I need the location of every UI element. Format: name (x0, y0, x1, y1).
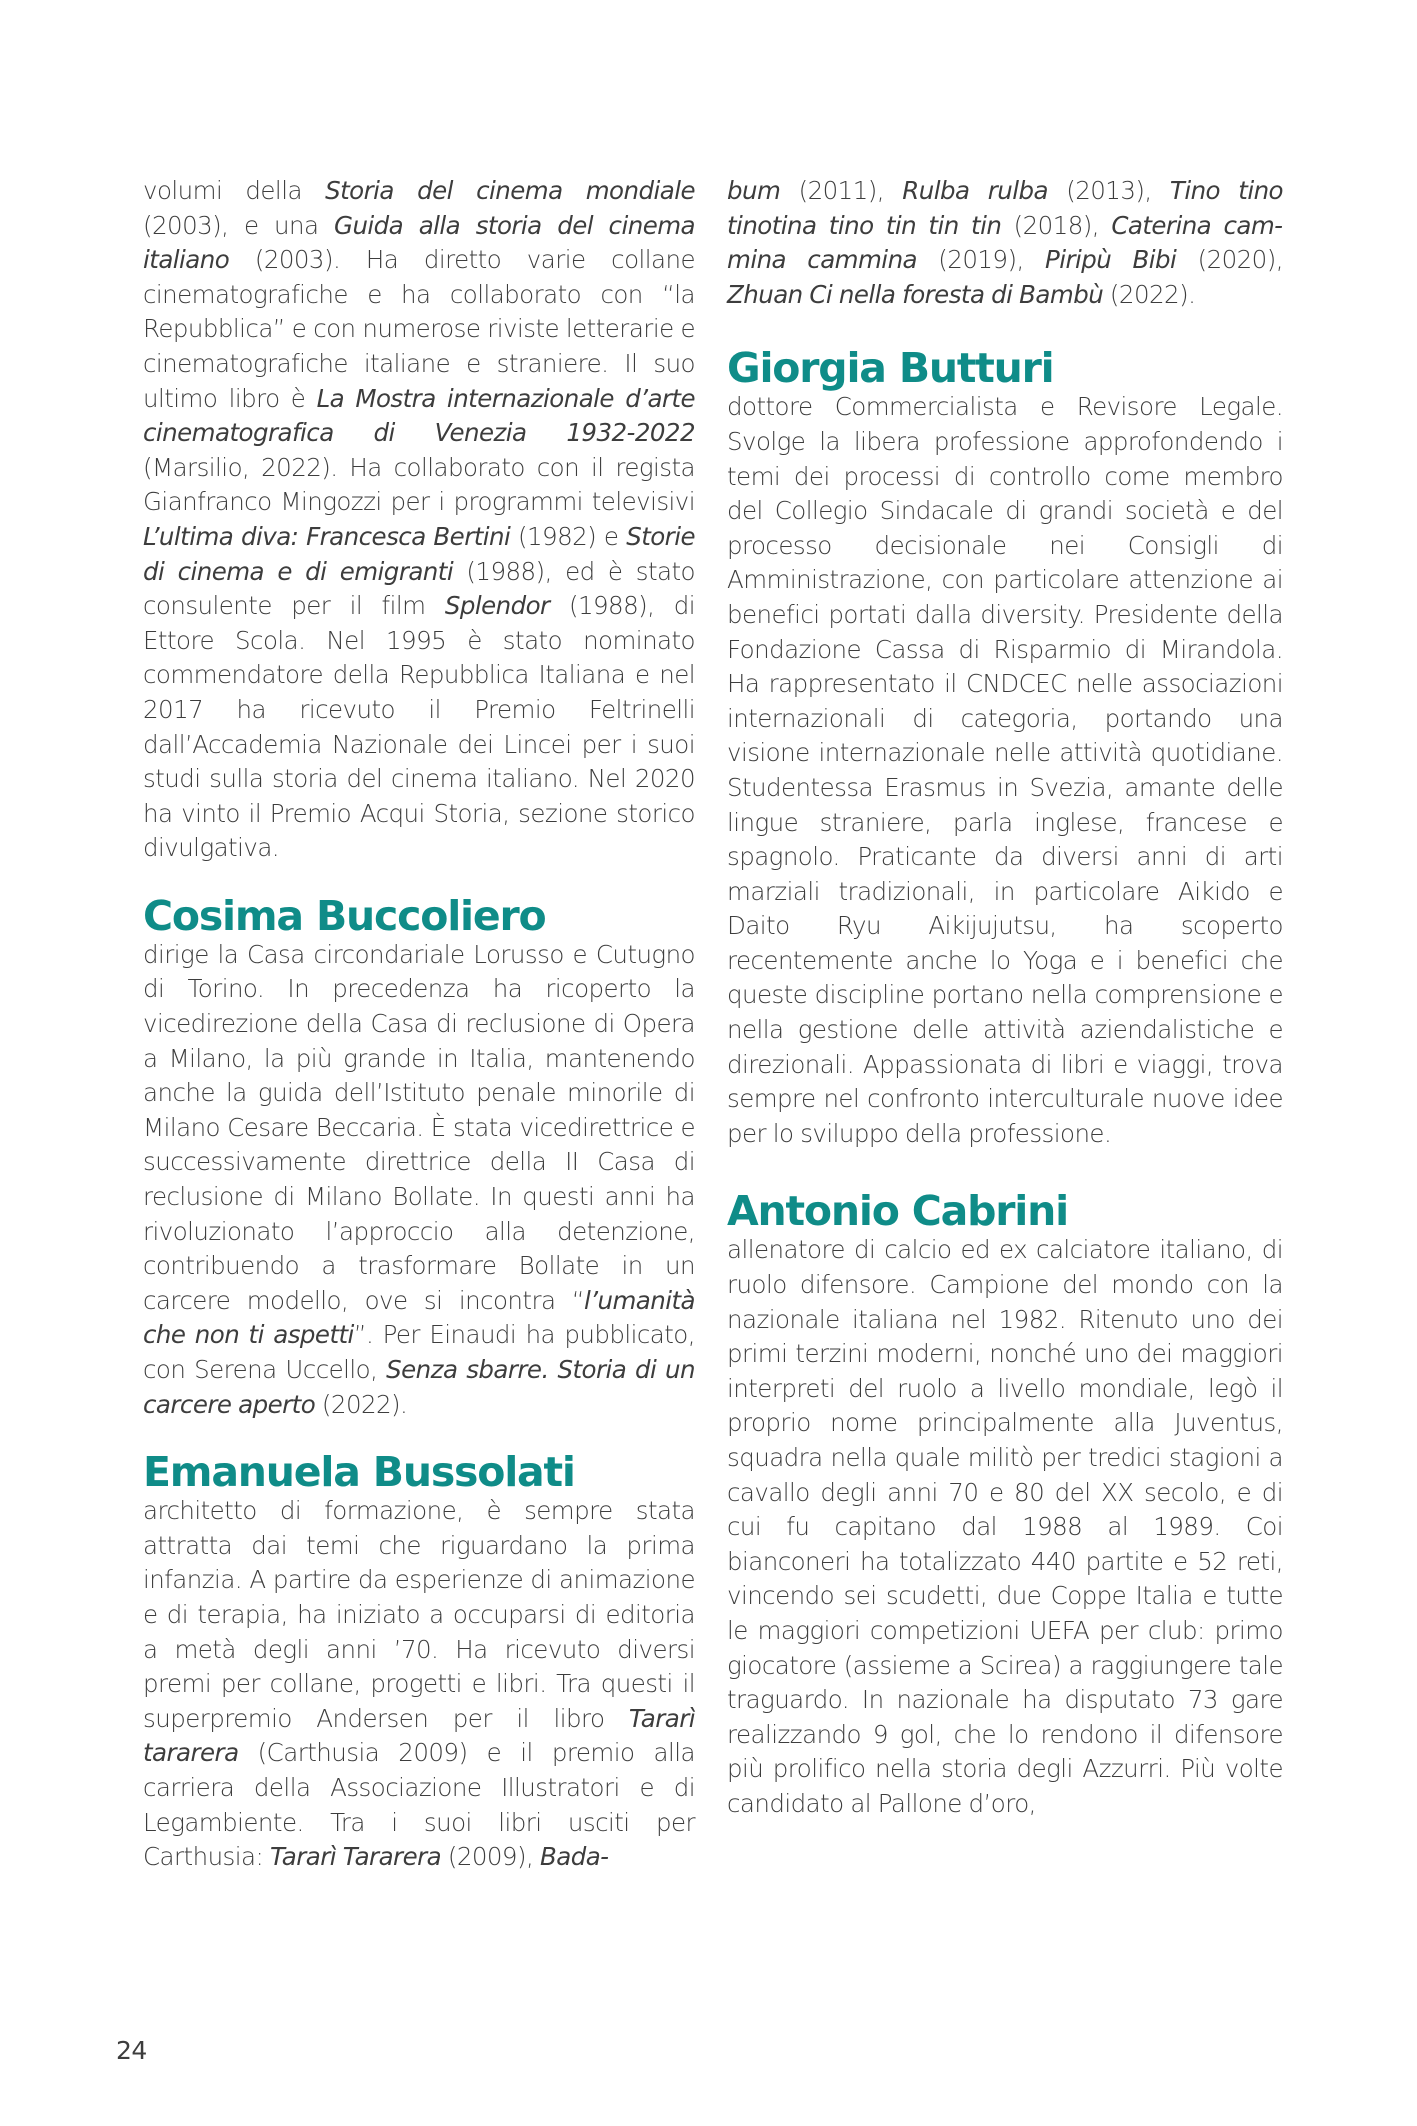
continuation-paragraph: volumi della Storia del cinema mondiale (2003), e una Guida alla storia del cinema italiano (2003). Ha diretto varie collane cinematografiche e ha collaborato con “la Repubblica” e con numerose riviste letterarie e cinematografiche italiane e straniere. Il suo ultimo libro è La Mostra internazionale d’arte cinematografica di Venezia 1932-2022 (Marsilio, 2022). Ha collaborato con il regista Gianfranco Mingozzi per i programmi televisivi L’ultima diva: Francesca Bertini (1982) e Storie di cinema e di emigranti (1988), ed è stato consulente per il film Splendor (1988), di Ettore Scola. Nel 1995 è stato nominato commendatore della Repubblica Italiana e nel 2017 ha ricevuto il Premio Feltrinelli dall’Accademia Nazionale dei Lincei per i suoi studi sulla storia del cinema italiano. Nel 2020 ha vinto il Premio Acqui Storia, sezione storico divulgativa. (143, 176, 696, 863)
bio-entry-giorgia-butturi (727, 346, 1283, 1151)
italic-title: Caterina cammina cammina (727, 210, 1283, 275)
bio-text: allenatore di calcio ed ex calciatore italiano, di ruolo difensore. Campione del mondo con la nazionale italiana nel 1982. Ritenuto uno dei primi terzini moderni, nonché uno dei maggiori interpreti del ruolo a livello mondiale, legò il proprio nome principalmente alla Juventus, squadra nella quale militò per tredici stagioni a cavallo degli anni 70 e 80 del XX secolo, e di cui fu capitano dal 1988 al 1989. Coi bianconeri ha totalizzato 440 partite e 52 reti, vincendo sei scudetti, due Coppe Italia e tutte le maggiori competizioni UEFA per club: primo giocatore (assieme a Scirea) a raggiungere tale traguardo. In nazionale ha disputato 73 gare realizzando 9 gol, che lo rendono il difensore più prolifico nella storia degli Azzurri. Più volte candidato al Pallone d’oro, (727, 1235, 1283, 1818)
italic-title: Bada- (539, 1842, 609, 1872)
italic-title: l’umanità che non ti aspetti (143, 1285, 695, 1350)
italic-title: Storia del cinema mondiale (325, 176, 695, 205)
continuation-paragraph: bum (2011), Rulba rulba (2013), Tino tino tinotina tino tin tin tin (2018), Caterina cammina cammina (2019), Piripù Bibi (2020), Zhuan Ci nella foresta di Bambù (2022). (727, 176, 1284, 309)
page-number: 24 (116, 2036, 147, 2065)
left-column (143, 174, 695, 1875)
italic-title: Splendor (444, 591, 550, 621)
italic-title: Guida alla storia del cinema italiano (143, 210, 695, 275)
bio-name-heading: Cosima Buccoliero (143, 891, 546, 940)
italic-title: Tararì tararera (143, 1703, 695, 1768)
italic-title: Tararì Tararera (269, 1842, 442, 1872)
right-column (727, 174, 1283, 1822)
bio-text: architetto di formazione, è sempre stata attratta dai temi che riguardano la prima infanzia. A partire da esperienze di animazione e di terapia, ha iniziato a occuparsi di editoria a metà degli anni ’70. Ha ricevuto diversi premi per collane, progetti e libri. Tra questi il superpremio Andersen per il libro Tararì tararera (Carthusia 2009) e il premio alla carriera della Associazione Illustratori e di Legambiente. Tra i suoi libri usciti per Carthusia: Tararì Tararera (2009), Bada- (143, 1496, 695, 1872)
bio-name-heading: Giorgia Butturi (727, 344, 1054, 393)
italic-title: Senza sbarre. Storia di un carcere aperto (143, 1355, 695, 1419)
bio-entry-antonio-cabrini (727, 1189, 1283, 1821)
bio-entry-emanuela-bussolati (143, 1450, 695, 1875)
italic-title: Tino tino tinotina tino tin tin tin (727, 176, 1284, 240)
italic-title: Storie di cinema e di emigranti (143, 521, 695, 586)
italic-title: L’ultima diva: Francesca Bertini (143, 521, 511, 551)
bio-entry-cosima-buccoliero (143, 891, 695, 1422)
italic-title: La Mostra internazionale d’arte cinematografica di Venezia 1932-2022 (143, 383, 696, 448)
bio-name-heading: Emanuela Bussolati (143, 1448, 575, 1497)
italic-title: Piripù Bibi (1044, 245, 1177, 275)
italic-title: bum (727, 176, 781, 205)
bio-name-heading: Antonio Cabrini (727, 1187, 1068, 1236)
bio-text: dottore Commercialista e Revisore Legale. Svolge la libera professione approfondendo i temi dei processi di controllo come membro del Collegio Sindacale di grandi società e del processo decisionale nei Consigli di Amministrazione, con particolare attenzione ai benefici portati dalla diversity. Presidente della Fondazione Cassa di Risparmio di Mirandola. Ha rappresentato il CNDCEC nelle associazioni internazionali di categoria, portando una visione internazionale nelle attività quotidiane. Studentessa Erasmus in Svezia, amante delle lingue straniere, parla inglese, francese e spagnolo. Praticante da diversi anni di arti marziali tradizionali, in particolare Aikido e Daito Ryu Aikijujutsu, ha scoperto recentemente anche lo Yoga e i benefici che queste discipline portano nella comprensione e nella gestione delle attività aziendalistiche e direzionali. Appassionata di libri e viaggi, trova sempre nel confronto interculturale nuove idee per lo sviluppo della professione. (727, 392, 1283, 1148)
italic-title: Zhuan Ci nella foresta di Bambù (727, 279, 1104, 309)
bio-text: dirige la Casa circondariale Lorusso e Cutugno di Torino. In precedenza ha ricoperto la vicedirezione della Casa di reclusione di Opera a Milano, la più grande in Italia, mantenendo anche la guida dell’Istituto penale minorile di Milano Cesare Beccaria. È stata vicedirettrice e successivamente direttrice della II Casa di reclusione di Milano Bollate. In questi anni ha rivoluzionato l’approccio alla detenzione, contribuendo a trasformare Bollate in un carcere modello, ove si incontra “l’umanità che non ti aspetti”. Per Einaudi ha pubblicato, con Serena Uccello, Senza sbarre. Storia di un carcere aperto (2022). (143, 939, 695, 1419)
italic-title: Rulba rulba (902, 176, 1048, 205)
